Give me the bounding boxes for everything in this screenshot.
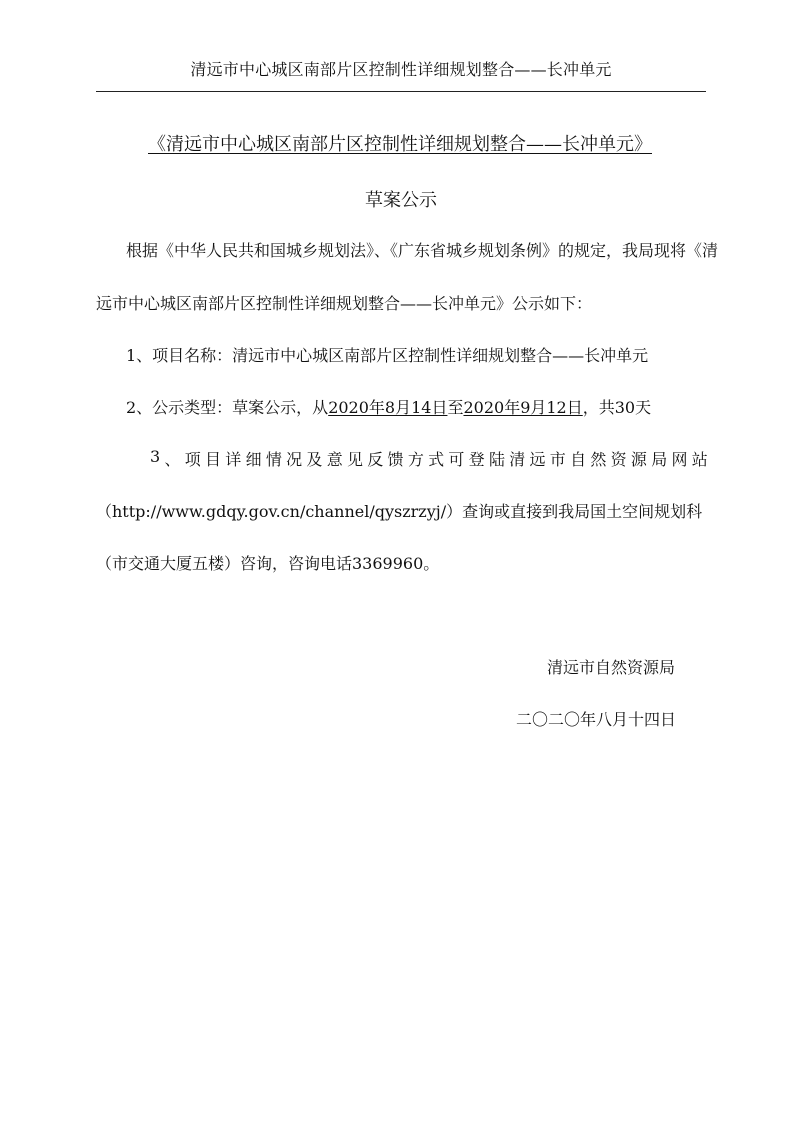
notice-period-middle: 至 (447, 398, 464, 417)
item-details-char: 清 (509, 450, 526, 469)
notice-period-prefix: 2、公示类型：草案公示，从 (126, 398, 329, 417)
item-details-char: 意 (326, 450, 343, 469)
item-details-char: 方 (407, 450, 424, 469)
item-details-char: 陆 (488, 450, 505, 469)
item-details-char: 可 (448, 450, 465, 469)
intro-line-2: 远市中心城区南部片区控制性详细规划整合——长冲单元》公示如下： (96, 294, 593, 313)
item-details-char: 自 (570, 450, 587, 469)
item-details-char: 项 (184, 450, 201, 469)
item-details-char: 源 (630, 450, 647, 469)
item-details-char: 远 (529, 450, 546, 469)
item-details-char: 目 (205, 450, 222, 469)
item-details-char: 站 (691, 450, 708, 469)
item-details-char: 局 (651, 450, 668, 469)
item-details-char: 资 (610, 450, 627, 469)
document-title: 《清远市中心城区南部片区控制性详细规划整合——长冲单元》 (148, 134, 652, 155)
item-notice-period (126, 395, 651, 418)
item-details-char: 网 (671, 450, 688, 469)
item-details-char: 然 (590, 450, 607, 469)
item-details-line-3: （市交通大厦五楼）咨询，咨询电话3369960。 (96, 554, 440, 573)
item-details-char: 、 (164, 450, 181, 469)
notice-period-suffix: ，共30天 (582, 398, 652, 417)
signature-date: 二〇二〇年八月十四日 (516, 710, 677, 729)
item-details-char: 反 (367, 450, 384, 469)
item-details-char: 3 (150, 447, 161, 466)
notice-end-date: 2020年9月12日 (463, 398, 583, 417)
item-details-char: 及 (306, 450, 323, 469)
item-details-line-2: （http://www.gdqy.gov.cn/channel/qyszrzyj/）查询或直接到我局国土空间规划科 (96, 502, 703, 521)
item-details-char: 况 (286, 450, 303, 469)
header-rule (96, 91, 706, 92)
item-details-char: 登 (468, 450, 485, 469)
item-details-char: 市 (549, 450, 566, 469)
signature-organization: 清远市自然资源局 (547, 658, 676, 677)
item-details-char: 馈 (387, 450, 404, 469)
intro-line-1: 根据《中华人民共和国城乡规划法》、《广东省城乡规划条例》的规定，我局现将《清 (126, 241, 719, 260)
document-subtitle: 草案公示 (365, 190, 437, 211)
item-project-name: 1、项目名称：清远市中心城区南部片区控制性详细规划整合——长冲单元 (126, 346, 649, 365)
running-header: 清远市中心城区南部片区控制性详细规划整合——长冲单元 (190, 60, 612, 79)
item-details-char: 见 (346, 450, 363, 469)
item-details-char: 详 (225, 450, 242, 469)
item-details-line-1 (150, 447, 708, 470)
item-details-char: 情 (265, 450, 282, 469)
item-details-char: 细 (245, 450, 262, 469)
notice-start-date: 2020年8月14日 (328, 398, 448, 417)
item-details-char: 式 (428, 450, 445, 469)
